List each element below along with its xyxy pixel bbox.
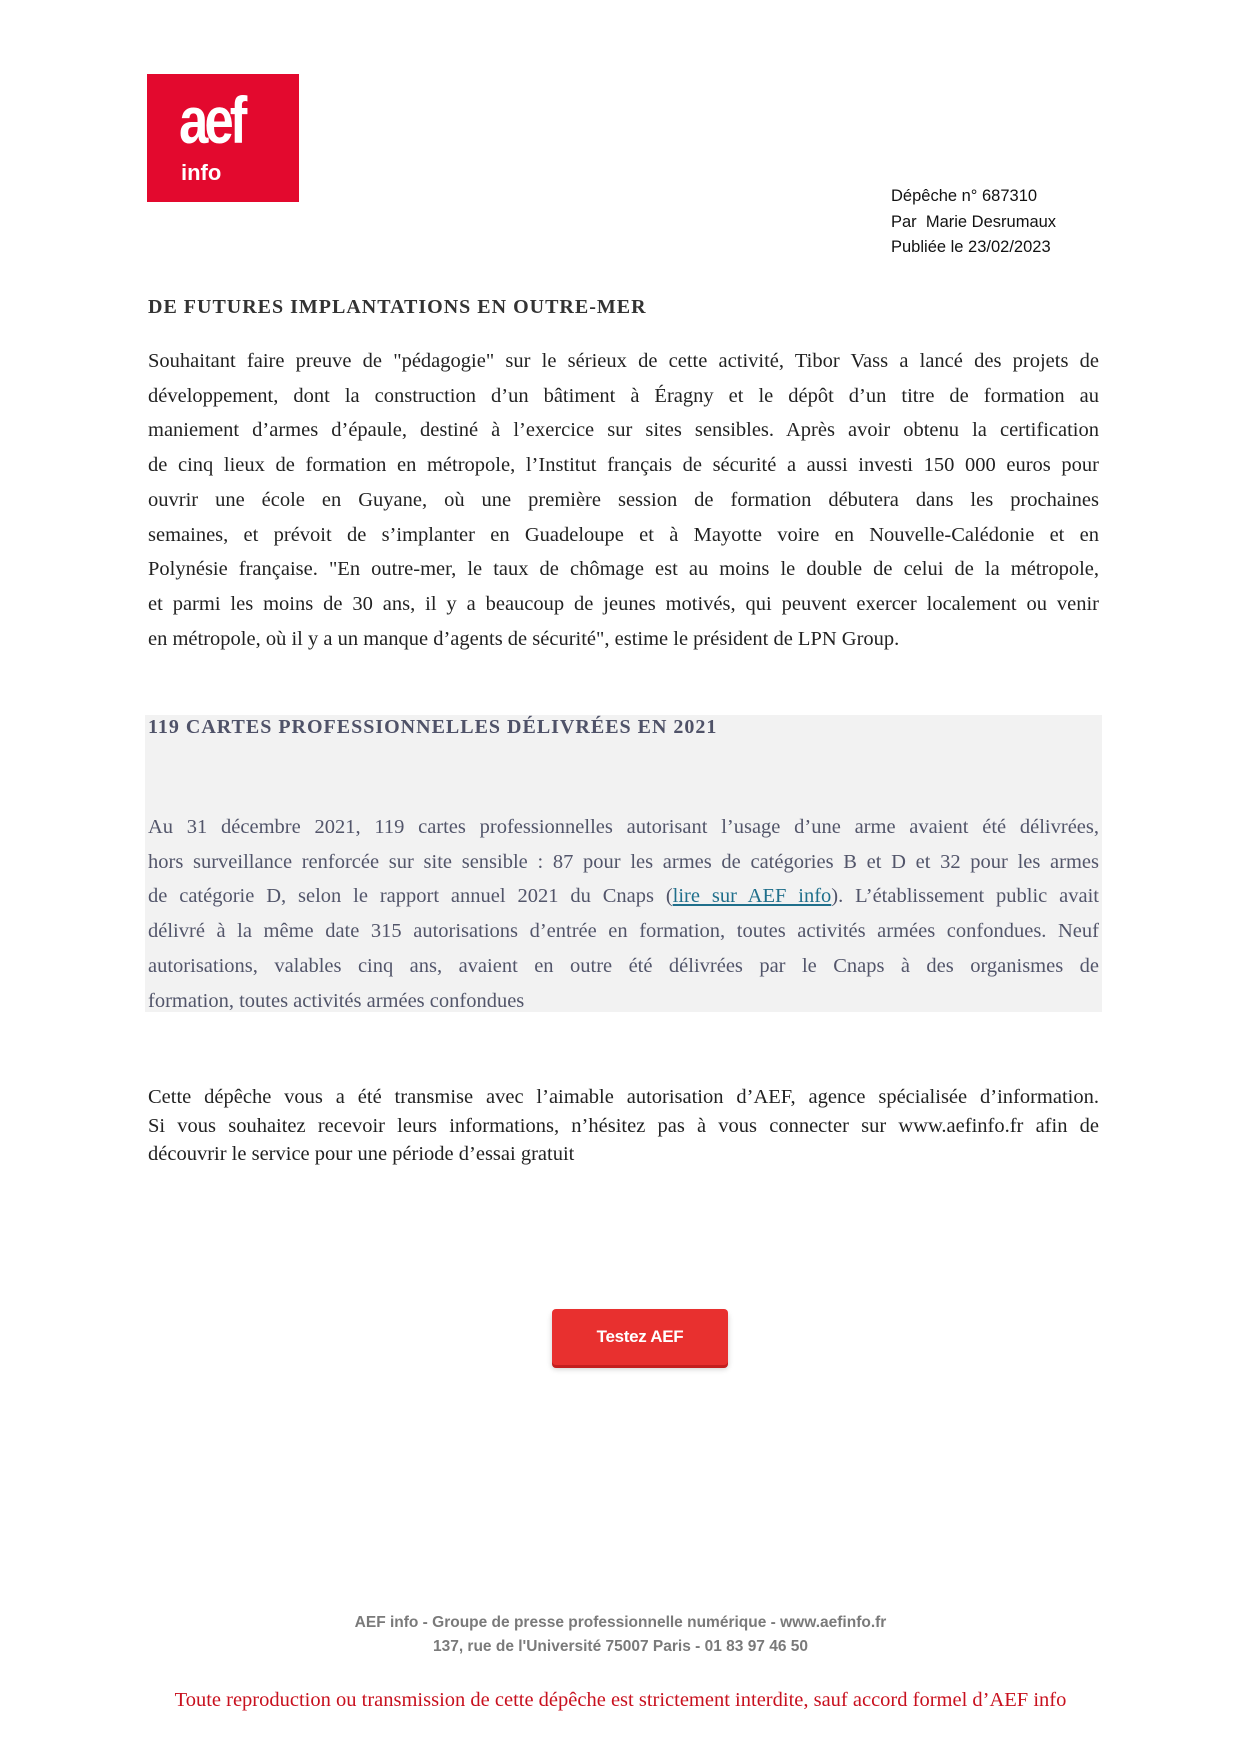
text-line: formation, toutes activités armées confondues: [148, 989, 525, 1012]
text-segment: de catégorie D, selon le rapport annuel 2021 du Cnaps (: [148, 885, 673, 908]
text-line: hors surveillance renforcée sur site sensible : 87 pour les armes de catégories B et D et 32 pour les armes: [148, 850, 1099, 873]
text-line: Cette dépêche vous a été transmise avec l’aimable autorisation d’AEF, agence spécialisée d’information.: [148, 1086, 1099, 1108]
footer-address: 137, rue de l'Université 75007 Paris - 01 83 97 46 50: [432, 1638, 809, 1655]
dispatch-author: Par Marie Desrumaux: [891, 212, 1057, 231]
dispatch-meta: [891, 184, 1056, 261]
text-line: en métropole, où il y a un manque d’agents de sécurité", estime le président de LPN Group.: [148, 627, 900, 650]
text-line: découvrir le service pour une période d’essai gratuit: [148, 1143, 575, 1165]
text-line: semaines, et prévoit de s’implanter en Guadeloupe et à Mayotte voire en Nouvelle-Calédonie et en: [148, 523, 1099, 546]
notice-paragraph: [148, 1083, 1099, 1169]
section-body-cartes: [148, 810, 1099, 1018]
text-line: [148, 879, 1099, 914]
section-heading-outre-mer: DE FUTURES IMPLANTATIONS EN OUTRE-MER: [148, 296, 647, 318]
logo-text: aef: [179, 83, 244, 157]
text-line: ouvrir une école en Guyane, où une première session de formation débutera dans les prochaines: [148, 488, 1099, 511]
logo-subtext: info: [181, 160, 222, 185]
text-line: Souhaitant faire preuve de "pédagogie" sur le sérieux de cette activité, Tibor Vass a lancé des projets de: [148, 350, 1099, 372]
dispatch-number: Dépêche n° 687310: [891, 187, 1038, 205]
section-heading-cartes: 119 CARTES PROFESSIONNELLES DÉLIVRÉES EN 2021: [148, 716, 718, 738]
aef-info-logo: [147, 74, 299, 202]
text-line: maniement d’armes d’épaule, destiné à l’exercice sur sites sensibles. Après avoir obtenu la certification: [148, 419, 1099, 442]
text-line: Si vous souhaitez recevoir leurs informations, n’hésitez pas à vous connecter sur www.aefinfo.fr afin de: [148, 1114, 1099, 1137]
text-line: de cinq lieux de formation en métropole, l’Institut français de sécurité a aussi investi 150 000 euros pour: [148, 454, 1099, 477]
text-line: Polynésie française. "En outre-mer, le taux de chômage est au moins le double de celui de la métropole,: [148, 558, 1099, 581]
read-on-aef-link[interactable]: lire sur AEF info: [672, 885, 832, 908]
legal-notice: Toute reproduction ou transmission de cette dépêche est strictement interdite, sauf accord formel d’AEF info: [174, 1689, 1067, 1711]
text-line: délivré à la même date 315 autorisations d’entrée en formation, toutes activités armées confondues. Neuf: [148, 920, 1099, 943]
section-body-outre-mer: [148, 344, 1099, 656]
footer-company: AEF info - Groupe de presse professionnelle numérique - www.aefinfo.fr: [354, 1614, 887, 1631]
test-aef-button[interactable]: Testez AEF: [552, 1309, 728, 1365]
text-line: et parmi les moins de 30 ans, il y a beaucoup de jeunes motivés, qui peuvent exercer localement ou venir: [148, 592, 1099, 615]
dispatch-date: Publiée le 23/02/2023: [891, 238, 1051, 256]
text-line: développement, dont la construction d’un bâtiment à Éragny et le dépôt d’un titre de formation au: [148, 384, 1099, 407]
text-segment: ). L’établissement public avait: [831, 885, 1099, 908]
text-line: autorisations, valables cinq ans, avaient en outre été délivrées par le Cnaps à des organismes de: [148, 954, 1099, 977]
text-line: Au 31 décembre 2021, 119 cartes professionnelles autorisant l’usage d’une arme avaient été délivrées,: [148, 816, 1099, 838]
